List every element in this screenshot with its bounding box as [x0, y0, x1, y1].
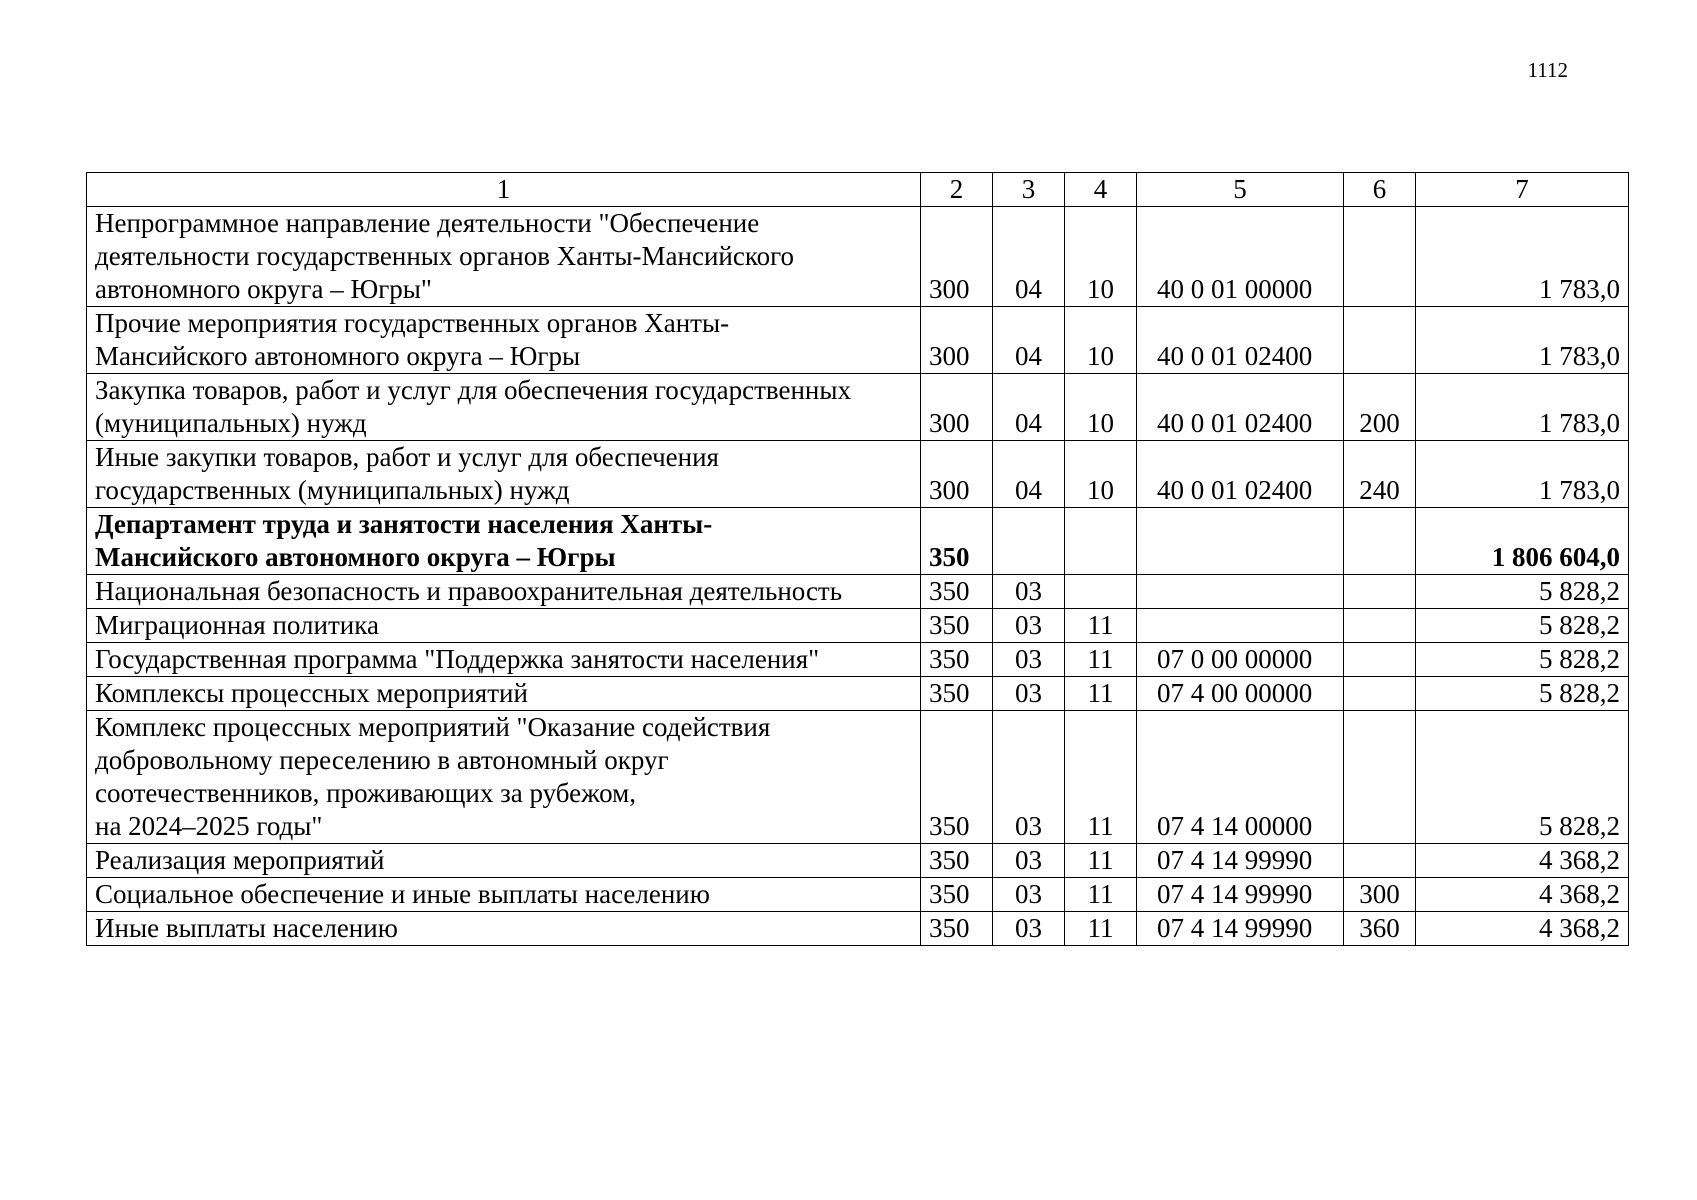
table-row	[87, 878, 1629, 912]
cell-subsection	[1065, 508, 1137, 575]
cell-name: Комплекс процессных мероприятий "Оказание содействия добровольному переселению в автономный округ соотечественников, проживающих за рубежом, на 2024–2025 годы"	[87, 711, 921, 844]
table-row	[87, 643, 1629, 677]
cell-expense-type	[1344, 307, 1416, 374]
table-header	[87, 173, 1629, 207]
cell-section: 03	[993, 878, 1065, 912]
cell-amount: 5 828,2	[1416, 575, 1629, 609]
cell-section: 03	[993, 609, 1065, 643]
cell-amount: 4 368,2	[1416, 844, 1629, 878]
cell-name: Прочие мероприятия государственных органов Ханты- Мансийского автономного округа – Югры	[87, 307, 921, 374]
cell-subsection	[1065, 575, 1137, 609]
cell-name: Миграционная политика	[87, 609, 921, 643]
cell-subsection: 11	[1065, 677, 1137, 711]
cell-expense-type: 240	[1344, 441, 1416, 508]
cell-subsection: 11	[1065, 844, 1137, 878]
cell-expense-type	[1344, 575, 1416, 609]
cell-section: 03	[993, 643, 1065, 677]
table-row	[87, 844, 1629, 878]
cell-target-article	[1137, 609, 1344, 643]
cell-name: Национальная безопасность и правоохранительная деятельность	[87, 575, 921, 609]
cell-section	[993, 508, 1065, 575]
header-col-4: 4	[1065, 173, 1137, 207]
cell-target-article: 07 4 14 99990	[1137, 844, 1344, 878]
cell-section: 04	[993, 441, 1065, 508]
cell-target-article	[1137, 508, 1344, 575]
cell-target-article: 40 0 01 02400	[1137, 374, 1344, 441]
cell-name: Комплексы процессных мероприятий	[87, 677, 921, 711]
cell-section: 04	[993, 207, 1065, 307]
cell-amount: 1 783,0	[1416, 207, 1629, 307]
cell-amount: 5 828,2	[1416, 677, 1629, 711]
header-col-6: 6	[1344, 173, 1416, 207]
cell-name: Социальное обеспечение и иные выплаты населению	[87, 878, 921, 912]
table-row	[87, 609, 1629, 643]
cell-section: 04	[993, 374, 1065, 441]
cell-amount: 1 783,0	[1416, 441, 1629, 508]
cell-amount: 1 806 604,0	[1416, 508, 1629, 575]
cell-gr-code: 350	[921, 677, 993, 711]
cell-expense-type	[1344, 844, 1416, 878]
cell-target-article: 07 0 00 00000	[1137, 643, 1344, 677]
cell-expense-type	[1344, 609, 1416, 643]
cell-name: Департамент труда и занятости населения Ханты- Мансийского автономного округа – Югры	[87, 508, 921, 575]
cell-target-article: 40 0 01 00000	[1137, 207, 1344, 307]
cell-expense-type	[1344, 508, 1416, 575]
cell-section: 03	[993, 677, 1065, 711]
cell-gr-code: 350	[921, 609, 993, 643]
cell-gr-code: 350	[921, 844, 993, 878]
cell-gr-code: 350	[921, 711, 993, 844]
cell-subsection: 11	[1065, 609, 1137, 643]
cell-target-article	[1137, 575, 1344, 609]
cell-gr-code: 300	[921, 207, 993, 307]
cell-target-article: 40 0 01 02400	[1137, 441, 1344, 508]
cell-gr-code: 300	[921, 307, 993, 374]
cell-subsection: 11	[1065, 912, 1137, 946]
cell-name: Закупка товаров, работ и услуг для обеспечения государственных (муниципальных) нужд	[87, 374, 921, 441]
cell-subsection: 11	[1065, 711, 1137, 844]
cell-subsection: 11	[1065, 878, 1137, 912]
cell-name: Государственная программа "Поддержка занятости населения"	[87, 643, 921, 677]
cell-subsection: 11	[1065, 643, 1137, 677]
table-row	[87, 677, 1629, 711]
cell-amount: 5 828,2	[1416, 711, 1629, 844]
cell-amount: 1 783,0	[1416, 307, 1629, 374]
cell-name: Непрограммное направление деятельности "Обеспечение деятельности государственных органов Ханты-Мансийского автономного округа – Югры"	[87, 207, 921, 307]
cell-expense-type: 360	[1344, 912, 1416, 946]
cell-expense-type: 200	[1344, 374, 1416, 441]
cell-gr-code: 350	[921, 575, 993, 609]
cell-subsection: 10	[1065, 374, 1137, 441]
cell-subsection: 10	[1065, 307, 1137, 374]
table-row	[87, 441, 1629, 508]
cell-target-article: 07 4 00 00000	[1137, 677, 1344, 711]
cell-gr-code: 350	[921, 508, 993, 575]
cell-amount: 5 828,2	[1416, 643, 1629, 677]
table-row	[87, 912, 1629, 946]
budget-table	[86, 172, 1629, 946]
cell-target-article: 40 0 01 02400	[1137, 307, 1344, 374]
cell-amount: 4 368,2	[1416, 878, 1629, 912]
cell-gr-code: 300	[921, 441, 993, 508]
header-col-7: 7	[1416, 173, 1629, 207]
page-number: 1112	[1527, 58, 1568, 82]
table-row	[87, 374, 1629, 441]
cell-expense-type	[1344, 677, 1416, 711]
cell-section: 03	[993, 575, 1065, 609]
header-row	[87, 173, 1629, 207]
table-row	[87, 711, 1629, 844]
cell-section: 03	[993, 844, 1065, 878]
cell-target-article: 07 4 14 99990	[1137, 878, 1344, 912]
table-body	[87, 207, 1629, 946]
cell-gr-code: 350	[921, 878, 993, 912]
table-row	[87, 207, 1629, 307]
cell-subsection: 10	[1065, 207, 1137, 307]
cell-expense-type	[1344, 711, 1416, 844]
cell-amount: 1 783,0	[1416, 374, 1629, 441]
table-row	[87, 307, 1629, 374]
cell-subsection: 10	[1065, 441, 1137, 508]
cell-section: 04	[993, 307, 1065, 374]
cell-amount: 4 368,2	[1416, 912, 1629, 946]
header-col-5: 5	[1137, 173, 1344, 207]
cell-expense-type	[1344, 643, 1416, 677]
cell-target-article: 07 4 14 99990	[1137, 912, 1344, 946]
table-row	[87, 508, 1629, 575]
cell-name: Иные закупки товаров, работ и услуг для обеспечения государственных (муниципальных) нужд	[87, 441, 921, 508]
cell-expense-type: 300	[1344, 878, 1416, 912]
cell-gr-code: 350	[921, 912, 993, 946]
cell-name: Иные выплаты населению	[87, 912, 921, 946]
header-col-3: 3	[993, 173, 1065, 207]
cell-section: 03	[993, 711, 1065, 844]
cell-gr-code: 300	[921, 374, 993, 441]
cell-target-article: 07 4 14 00000	[1137, 711, 1344, 844]
table-row	[87, 575, 1629, 609]
cell-gr-code: 350	[921, 643, 993, 677]
cell-section: 03	[993, 912, 1065, 946]
header-col-2: 2	[921, 173, 993, 207]
cell-name: Реализация мероприятий	[87, 844, 921, 878]
header-col-1: 1	[87, 173, 921, 207]
cell-expense-type	[1344, 207, 1416, 307]
cell-amount: 5 828,2	[1416, 609, 1629, 643]
